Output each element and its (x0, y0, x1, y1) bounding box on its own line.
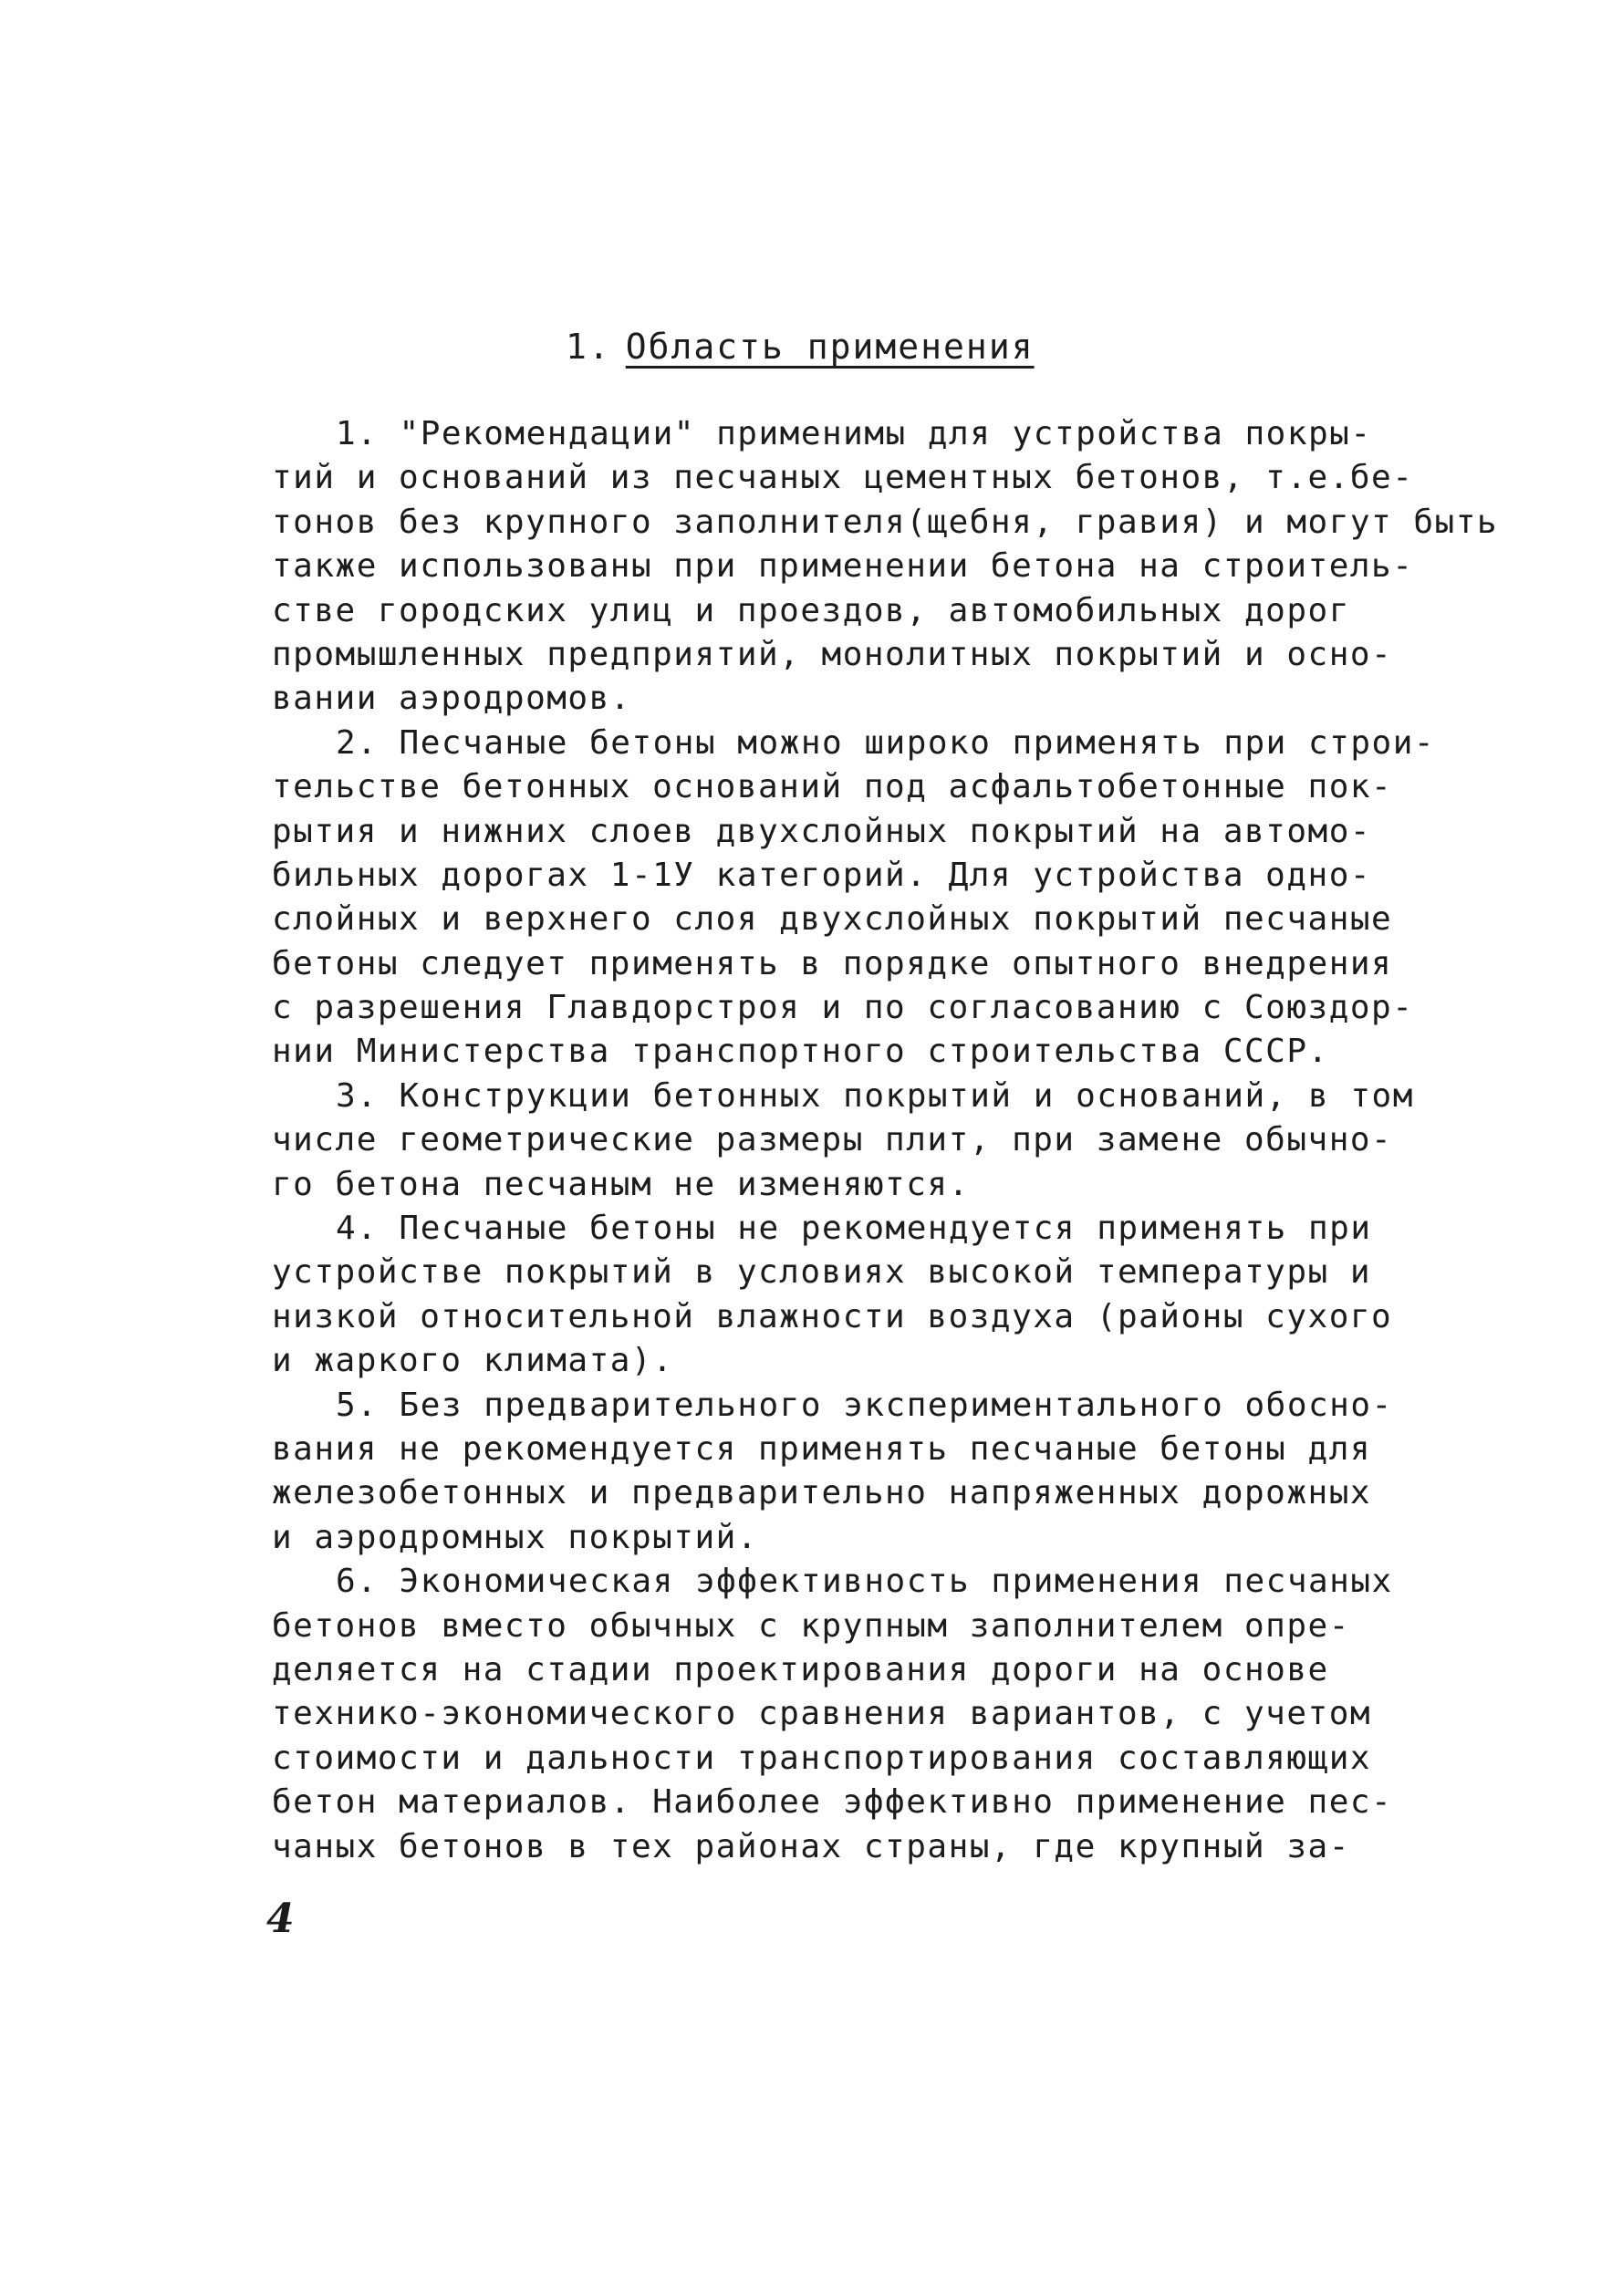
text-line: с разрешения Главдорстроя и по согласованию с Союздор- (272, 989, 1414, 1027)
section-heading (566, 327, 1035, 367)
text-line: нии Министерства транспортного строительства СССР. (272, 1033, 1329, 1071)
text-line: бетоны следует применять в порядке опытного внедрения (272, 944, 1393, 982)
text-line: го бетона песчаным не изменяются. (272, 1165, 970, 1203)
body-text (272, 412, 1499, 1869)
text-line: также использованы при применении бетона на строитель- (272, 547, 1414, 586)
text-line: бетонов вместо обычных с крупным заполнителем опре- (272, 1606, 1350, 1645)
text-line: рытия и нижних слоев двухслойных покрытий на автомо- (272, 812, 1372, 850)
text-line: 4. Песчаные бетоны не рекомендуется применять при (336, 1210, 1372, 1248)
text-line: технико-экономического сравнения вариантов, с учетом (272, 1695, 1372, 1733)
text-line: тий и оснований из песчаных цементных бетонов, т.е.бе- (272, 459, 1414, 497)
text-line: 5. Без предварительного экспериментального обосно- (336, 1386, 1393, 1424)
text-line: бетон материалов. Наиболее эффективно применение пес- (272, 1783, 1393, 1822)
text-line: числе геометрические размеры плит, при замене обычно- (272, 1121, 1393, 1159)
text-line: 2. Песчаные бетоны можно широко применять при строи- (336, 723, 1436, 762)
section-number: 1. (566, 327, 611, 367)
text-line: деляется на стадии проектирования дороги на основе (272, 1650, 1329, 1688)
text-line: стоимости и дальности транспортирования составляющих (272, 1739, 1372, 1777)
text-line: 6. Экономическая эффективность применения песчаных (336, 1563, 1393, 1601)
text-line: чаных бетонов в тех районах страны, где крупный за- (272, 1827, 1350, 1865)
text-line: и жаркого климата). (272, 1342, 674, 1380)
page-number: 4 (266, 1896, 295, 1942)
text-line: слойных и верхнего слоя двухслойных покрытий песчаные (272, 900, 1393, 939)
text-line: промышленных предприятий, монолитных покрытий и осно- (272, 635, 1393, 673)
text-line: бильных дорогах 1-1У категорий. Для устройства одно- (272, 856, 1372, 894)
text-line: 1. "Рекомендации" применимы для устройства покры- (336, 415, 1372, 452)
text-line: тельстве бетонных оснований под асфальтобетонные пок- (272, 768, 1393, 806)
text-line: 3. Конструкции бетонных покрытий и оснований, в том (336, 1076, 1414, 1115)
text-line: низкой относительной влажности воздуха (районы сухого (272, 1297, 1393, 1335)
text-line: тонов без крупного заполнителя(щебня, гравия) и могут быть (272, 503, 1499, 541)
section-title: Область применения (625, 327, 1035, 367)
text-line: устройстве покрытий в условиях высокой температуры и (272, 1253, 1372, 1292)
text-line: вании аэродромов. (272, 680, 631, 718)
text-line: железобетонных и предварительно напряженных дорожных (272, 1474, 1372, 1512)
text-line: и аэродромных покрытий. (272, 1518, 758, 1556)
text-line: стве городских улиц и проездов, автомобильных дорог (272, 591, 1350, 629)
text-line: вания не рекомендуется применять песчаные бетоны для (272, 1429, 1372, 1468)
